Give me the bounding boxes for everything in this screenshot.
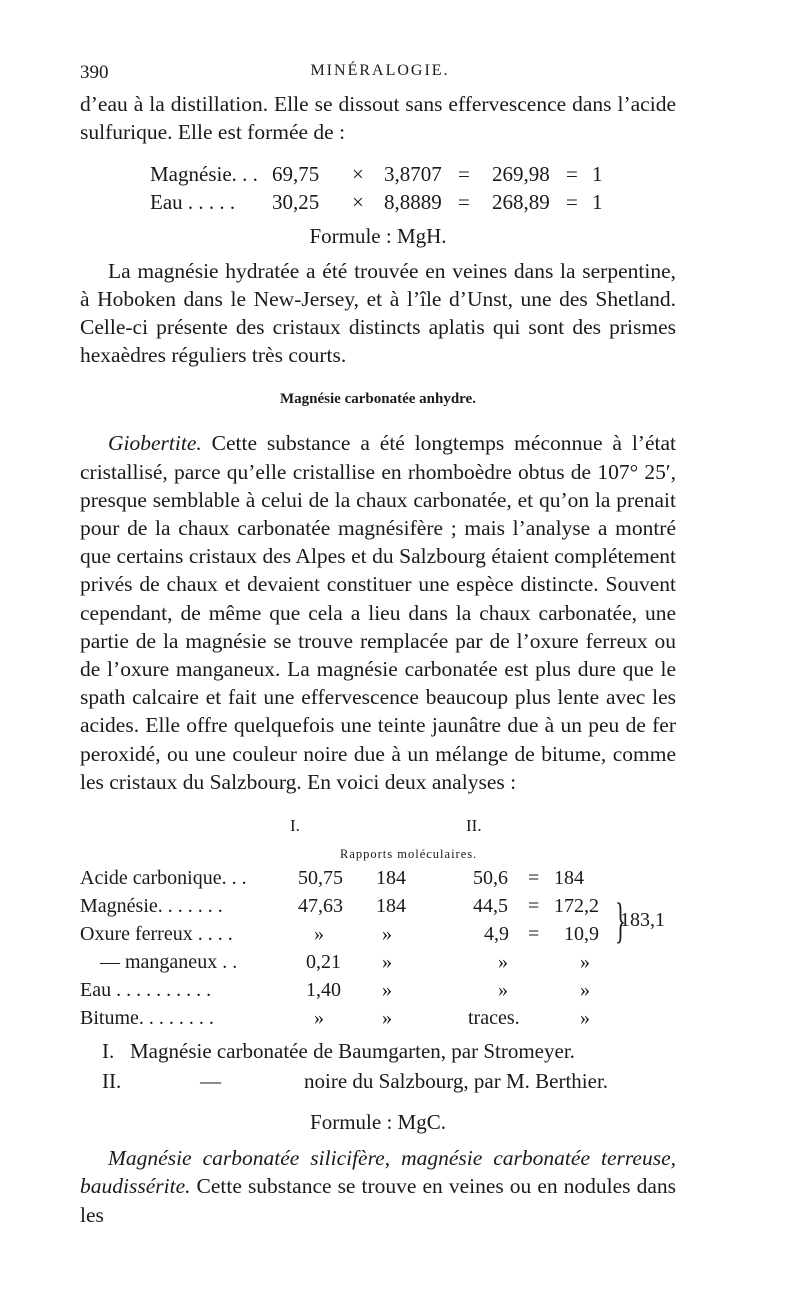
cell: 4,9 [484,923,509,946]
row-label: Oxure ferreux . . . . [80,923,233,946]
ratio: 1 [592,190,603,215]
table-row [80,976,676,1004]
cell: traces. [468,1007,520,1030]
cell: » [382,1007,392,1030]
column-header-i: I. [290,816,300,836]
cell: » [498,979,508,1002]
intro-paragraph: d’eau à la distillation. Elle se dissout sans effervescence dans l’acide sulfurique. Elle est formée de : [80,92,676,145]
cell: = [528,923,540,946]
section-title: Magnésie carbonatée anhydre. [280,391,476,408]
composition-table [80,154,676,215]
cell: 184 [554,867,584,890]
equals-sign: = [566,162,578,187]
ditto-dash: — [200,1069,221,1094]
paragraph-text: Cette substance se trouve en veines ou en nodules dans les [80,1174,676,1227]
composition-row [80,160,676,188]
brace-total: 183,1 [620,909,665,932]
cell: » [580,1007,590,1030]
cell: 1,40 [306,979,341,1002]
subheader: Rapports moléculaires. [340,847,478,862]
value: 30,25 [272,190,320,215]
brace-symbol: } [615,892,626,949]
row-label: Eau . . . . . . . . . . [80,979,212,1002]
note-number: I. [102,1039,115,1064]
row-label: Magnésie. . . . . . . [80,895,223,918]
cell: 172,2 [554,895,599,918]
component-name: Magnésie. . . [150,162,258,187]
term-giobertite: Giobertite. [108,431,202,456]
paragraph-text: Cette substance a été longtemps méconnue à l’état cristallisé, parce qu’elle cristallise en rhomboèdre obtus de 107° 25′, presque semblable à celui de la chaux carbonatée, et qu’on la prenait pour de la chaux carbonatée magnésifère ; mais l’analyse a montré que certains cristaux des Alpes et du Salzbourg étaient complétement privés de chaux et devaient constituer une espèce distincte. Souvent cependant, de même que cela a lieu dans la chaux carbonatée, une partie de la magnésie se trouve remplacée par de l’oxure ferreux ou de l’oxure manganeux. La magnésie carbonatée est plus dure que le spath calcaire et fait une effervescence beaucoup plus lente avec les acides. Elle offre quelquefois une teinte jaunâtre due à un peu de fer peroxidé, ou une couleur noire due à un mélange de bitume, comme les cristaux du Salzbourg. En voici deux analyses : [80,431,676,794]
note-line [80,1036,676,1066]
cell: » [314,923,324,946]
composition-row [80,188,676,216]
cell: = [528,867,540,890]
note-text: Magnésie carbonatée de Baumgarten, par Stromeyer. [130,1039,575,1064]
column-header-ii: II. [466,816,482,836]
formula-carbonate: Formule : MgC. [310,1110,446,1135]
formula-hydrate: Formule : MgH. [309,224,447,249]
table-row [80,864,676,892]
cell: 47,63 [298,895,343,918]
paragraph-hydrate: La magnésie hydratée a été trouvée en veines dans la serpentine, à Hoboken dans le New-Jersey, et à l’île d’Unst, une des Shetland. Celle-ci présente des cristaux distincts aplatis qui sont des prismes hexaèdres réguliers très courts. [80,258,676,368]
cell: 10,9 [564,923,599,946]
cell: » [314,1007,324,1030]
cell: » [382,923,392,946]
cell: » [382,979,392,1002]
note-line [80,1066,676,1096]
cell: 50,6 [473,867,508,890]
running-title: MINÉRALOGIE. [310,62,450,79]
cell: » [498,951,508,974]
analysis-notes [80,1036,676,1096]
page-body [80,90,676,1229]
equals-sign: = [458,162,470,187]
note-number: II. [102,1069,122,1094]
value: 3,8707 [384,162,442,187]
value: 69,75 [272,162,320,187]
page-number: 390 [80,62,109,83]
cell: 50,75 [298,867,343,890]
times-sign: × [352,162,364,187]
cell: 184 [376,895,406,918]
times-sign: × [352,190,364,215]
value: 268,89 [492,190,550,215]
term-baudisserite: Magnésie carbonatée silicifère, magnésie carbonatée terreuse, baudissérite. [80,1146,676,1199]
paragraph-giobertite [80,429,676,796]
cell: 0,21 [306,951,341,974]
cell: » [580,951,590,974]
page-header [80,62,680,92]
cell: 44,5 [473,895,508,918]
value: 8,8889 [384,190,442,215]
cell: » [580,979,590,1002]
value: 269,98 [492,162,550,187]
equals-sign: = [566,190,578,215]
equals-sign: = [458,190,470,215]
row-label: Bitume. . . . . . . . [80,1007,214,1030]
paragraph-baudisserite [80,1144,676,1229]
component-name: Eau . . . . . [150,190,236,215]
table-row [80,1004,676,1032]
ratio: 1 [592,162,603,187]
row-label: Acide carbonique. . . [80,867,247,890]
table-row [80,892,676,920]
cell: = [528,895,540,918]
table-row [80,948,676,976]
cell: 184 [376,867,406,890]
note-text: noire du Salzbourg, par M. Berthier. [304,1069,609,1094]
analysis-table [80,810,676,1032]
cell: » [382,951,392,974]
table-row [80,920,676,948]
row-label: — manganeux . . [100,951,238,974]
